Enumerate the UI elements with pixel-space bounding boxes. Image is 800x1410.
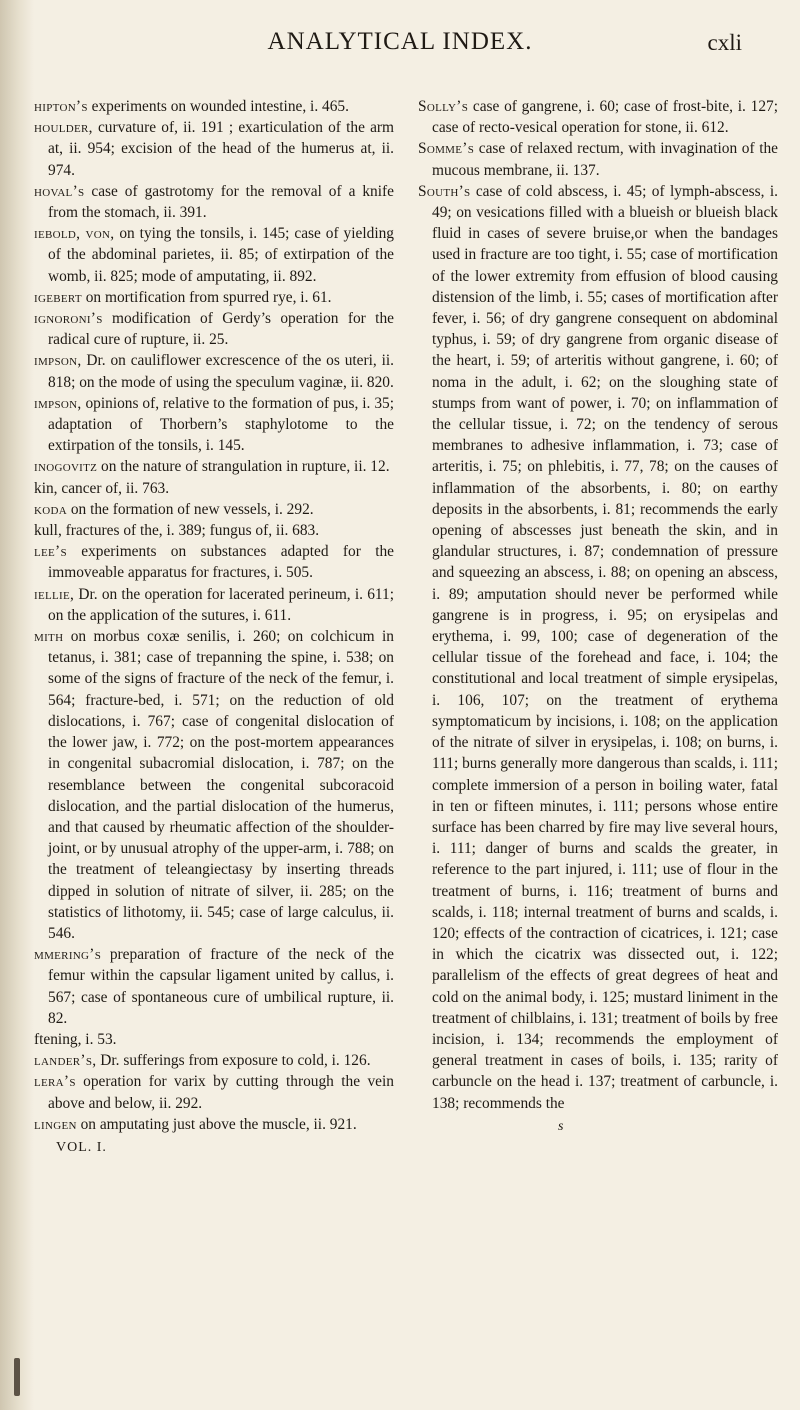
entry-text: Dr. on cauliflower excrescence of the os uteri, ii. 818; on the mode of using the speculum vaginæ, ii. 820. — [48, 352, 394, 391]
entry-headword: impson, — [34, 394, 82, 412]
entry-headword: impson, — [34, 352, 82, 370]
index-entry — [34, 181, 394, 223]
entry-text: Dr. sufferings from exposure to cold, i. 126. — [96, 1052, 371, 1070]
entry-text: on tying the tonsils, i. 145; case of yielding of the abdominal parietes, ii. 85; of extirpation of the womb, ii. 825; mode of amputating, ii. 892. — [48, 225, 394, 285]
entry-text: on the formation of new vessels, i. 292. — [66, 500, 314, 518]
page-number: cxli — [707, 30, 742, 55]
index-entry — [34, 1050, 394, 1071]
volume-note: VOL. I. — [56, 1139, 107, 1155]
right-column — [418, 96, 778, 1137]
entry-text: case of relaxed rectum, with invagination of the mucous membrane, ii. 137. — [432, 140, 778, 179]
entry-headword: iellie, — [34, 585, 75, 603]
entry-text: experiments on wounded intestine, i. 465. — [87, 98, 349, 115]
entry-text: operation for varix by cutting through the vein above and below, ii. 292. — [48, 1073, 394, 1112]
index-entry — [34, 944, 394, 1029]
index-entry — [34, 626, 394, 944]
page-title: ANALYTICAL INDEX. — [267, 28, 533, 55]
entry-headword: iebold, von, — [34, 225, 115, 243]
entry-headword: mmering’s — [34, 946, 102, 964]
index-entry — [34, 584, 394, 626]
index-entry — [34, 393, 394, 457]
index-entry — [34, 520, 394, 541]
entry-text: case of cold abscess, i. 45; of lymph-abscess, i. 49; on vesications filled with a blueish or blueish black fluid in cases of severe bruise,or when the bandages used in fracture are too tight, i. 55; case of mortification of the lower extremity from effusion of blood causing distension of the limb, i. 55; cases of mortification after fever, i. 56; of dry gangrene consequent on abdominal typhus, i. 59; of dry gangrene from organic disease of the heart, i. 59; of arteritis without gangrene, i. 60; of noma in the adult, i. 62; on the sloughing state of stumps from want of power, i. 70; on inflammation of the cellular tissue, i. 72; on the tendency of serous membranes to adhesive inflammation, i. 73; case of arteritis, i. 75; on phlebitis, i. 77, 78; on the causes of inflammation of the absorbents, i. 80; on earthy deposits in the absorbents, i. 81; recommends the early opening of abscesses just beneath the skin, and in glandular structures, i. 87; condemnation of pressure and squeezing an abscess, i. 88; on opening an abscess, i. 89; amputation should never be performed while gangrene is in progress, i. 95; on erysipelas and erythema, i. 99, 100; case of degeneration of the cellular tissue of the forehead and face, i. 104; the constitutional and local treatment of simple erysipelas, i. 106, 107; on the treatment of erythema symptomaticum by incisions, i. 108; on the application of the nitrate of silver in erysipelas, i. 108; on burns, i. 111; burns generally more dangerous than scalds, i. 111; complete immersion of a person in boiling water, fatal in ten or fifteen minutes, i. 111; persons whose entire surface has been charred by fire may live several hours, i. 111; danger of burns and scalds the greater, in reference to the part injured, i. 111; use of flour in the treatment of burns, i. 116; treatment of burns and scalds, i. 118; internal treatment of burns and scalds, i. 120; effects of the contraction of cicatrices, i. 121; case in which the cicatrix was dissected out, i. 122; parallelism of the effects of great degrees of heat and cold on the animal body, i. 125; mustard liniment in the treatment of chilblains, i. 131; treatment of boils by free incision, i. 134; recommends the employment of general treatment in cases of boils, i. 135; rarity of carbuncle on the head i. 137; treatment of carbuncle, i. 138; recommends the — [432, 182, 778, 1112]
entry-text: Dr. on the operation for lacerated perineum, i. 611; on the application of the sutures, i. 611. — [48, 585, 394, 624]
entry-headword: ignoroni’s — [34, 310, 103, 328]
index-entry — [34, 96, 394, 117]
entry-headword: lander’s, — [34, 1052, 97, 1070]
entry-text: case of gangrene, i. 60; case of frost-bite, i. 127; case of recto-vesical operation for stone, ii. 612. — [432, 98, 778, 137]
entry-text: on mortification from spurred rye, i. 61. — [81, 288, 332, 306]
entry-text: curvature of, ii. 191 ; exarticulation of the arm at, ii. 954; excision of the head of the humerus at, ii. 974. — [48, 119, 394, 179]
index-entry — [34, 1029, 394, 1050]
entry-headword: lingen — [34, 1115, 77, 1133]
index-entry — [34, 223, 394, 287]
index-entry — [34, 350, 394, 392]
index-entry — [34, 541, 394, 583]
index-entry — [34, 499, 394, 520]
entry-headword: mith — [34, 628, 64, 646]
entry-text: opinions of, relative to the formation of pus, i. 35; adaptation of Thorbern’s staphylotome to the extirpation of the tonsils, i. 145. — [48, 394, 394, 455]
index-entry — [34, 1114, 394, 1135]
entry-headword: koda — [34, 500, 67, 518]
index-entry — [418, 181, 778, 1114]
index-entry — [418, 138, 778, 180]
entry-headword: Somme’s — [418, 140, 475, 158]
index-entry — [418, 96, 778, 138]
entry-headword: South’s — [418, 182, 471, 200]
entry-text: experiments on substances adapted for the immoveable apparatus for fractures, i. 505. — [48, 543, 394, 582]
page-fold-mark — [14, 1358, 20, 1396]
entry-headword: hipton’s — [34, 98, 88, 115]
entry-headword: Solly’s — [418, 98, 469, 115]
entry-headword: lera’s — [34, 1073, 76, 1091]
entry-text: kull, fractures of the, i. 389; fungus of, ii. 683. — [34, 522, 320, 540]
entry-text: preparation of fracture of the neck of the femur within the capsular ligament united by callus, i. 567; case of spontaneous cure of umbilical rupture, ii. 82. — [48, 946, 394, 1027]
running-head — [0, 28, 800, 68]
entry-headword: hoval’s — [34, 182, 85, 200]
left-column — [34, 96, 394, 1158]
entry-text: kin, cancer of, ii. 763. — [34, 479, 170, 497]
entry-text: on morbus coxæ senilis, i. 260; on colchicum in tetanus, i. 381; case of trepanning the spine, i. 538; on some of the signs of fracture of the neck of the femur, i. 564; fracture-bed, i. 571; on the reduction of old dislocations, i. 767; case of congenital dislocation of the lower jaw, i. 772; on the post-mortem appearances in congenital subacromial dislocation, i. 787; on the resemblance between the congenital subcoracoid dislocation, and the partial dislocation of the humerus, and that caused by rheumatic affection of the shoulder-joint, or by unusual atrophy of the upper-arm, i. 788; on the treatment of teleangiectasy by inserting threads dipped in solution of nitrate of silver, ii. 285; on the statistics of lithotomy, ii. 545; case of large calculus, ii. 546. — [48, 628, 394, 942]
index-entry — [34, 478, 394, 499]
entry-text: on the nature of strangulation in rupture, ii. 12. — [97, 458, 390, 476]
entry-headword: inogovitz — [34, 458, 98, 476]
signature-mark: s — [558, 1118, 564, 1134]
index-entry — [34, 117, 394, 181]
index-entry — [34, 456, 394, 477]
entry-headword: igebert — [34, 288, 82, 306]
entry-text: case of gastrotomy for the removal of a knife from the stomach, ii. 391. — [48, 182, 394, 222]
index-entry — [34, 287, 394, 308]
entry-text: ftening, i. 53. — [34, 1030, 117, 1048]
binding-edge — [0, 0, 34, 1410]
entry-text: on amputating just above the muscle, ii. 921. — [76, 1115, 357, 1133]
entry-text: modification of Gerdy’s operation for the radical cure of rupture, ii. 25. — [48, 310, 394, 349]
entry-headword: houlder, — [34, 119, 93, 137]
entry-headword: lee’s — [34, 543, 67, 561]
index-entry — [34, 308, 394, 350]
index-entry — [34, 1071, 394, 1113]
